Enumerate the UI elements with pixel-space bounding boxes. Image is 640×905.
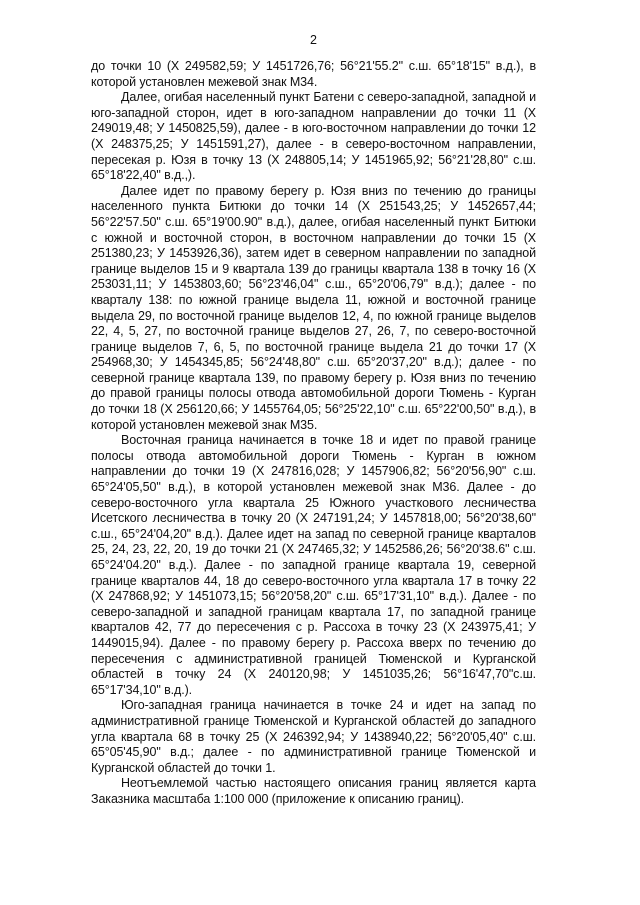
paragraph-eastern-border: Восточная граница начинается в точке 18 и идет по правой границе полосы отвода автомобильной дороги Тюмень - Курган в южном направлении до точки 19 (X 247816,028; У 1457906,82; 56°20'56,90" с.ш. 65°24'05,50" в.д.), в которой установлен межевой знак М36. Далее - до северо-восточного угла квартала 25 Южного участкового лесничества Исетского лесничества в точку 20 (X 247191,24; У 1457818,00; 56°20'38,60" с.ш., 65°24'04,20" в.д.). Далее идет на запад по северной границе кварталов 25, 24, 23, 22, 20, 19 до точки 21 (X 247465,32; У 1452586,26; 56°20'38.6" с.ш. 65°24'04.20" в.д.). Далее - по западной границе квартала 19, северной границе кварталов 44, 18 до северо-восточного угла квартала 17 в точку 22 (X 247868,92; У 1451073,15; 56°20'58,20" с.ш. 65°17'31,10" в.д.). Далее - по северо-западной и западной границам квартала 17, по западной границе кварталов 42, 77 до пересечения с р. Рассоха в точку 23 (X 243975,41; У 1449015,94). Далее - по правому берегу р. Рассоха вверх по течению до пересечения с административной границей Тюменской и Курганской областей в точку 24 (X 240120,98; У 1451035,26; 56°16'47,70"с.ш. 65°17'34,10" в.д.). xyxy=(91,433,536,697)
paragraph-bityuki: Далее идет по правому берегу р. Юзя вниз по течению до границы населенного пункта Битюки до точки 14 (X 251543,25; У 1452657,44; 56°22'57.50" с.ш. 65°19'00.90" в.д.), далее, огибая населенный пункт Битюки с южной и восточной сторон, в восточном направлении до точки 15 (X 251380,23; У 1453926,36), затем идет в северном направлении по западной границе выделов 15 и 9 квартала 139 до границы квартала 138 в точку 16 (X 253031,11; У 1453803,60; 56°23'46,04" с.ш., 65°20'06,79" в.д.); далее - по кварталу 138: по южной границе выдела 11, южной и восточной границе выдела 29, по восточной границе выделов 12, 4, по южной границе выделов 22, 4, 5, 27, по восточной границе выделов 27, 26, 7, по северо-восточной границе выделов 7, 6, 5, по восточной границе выдела 21 до точки 17 (X 254968,30; У 1454345,85; 56°24'48,80" с.ш. 65°20'37,20" в.д.); далее - по северной границе квартала 139, по правому берегу р. Юзя вниз по течению до правой границы полосы отвода автомобильной дороги Тюмень - Курган до точки 18 (X 256120,66; У 1455764,05; 56°25'22,10" с.ш. 65°22'00,50" в.д.), в которой установлен межевой знак М35. xyxy=(91,183,536,432)
document-body xyxy=(91,59,536,808)
paragraph-southwestern-border: Юго-западная граница начинается в точке 24 и идет на запад по административной границе Тюменской и Курганской областей до западного угла квартала 68 в точку 25 (X 246392,94; У 1438940,22; 56°20'05,40" с.ш. 65°05'45,90" в.д.; далее - по административной границе Тюменской и Курганской областей до точки 1. xyxy=(91,698,536,775)
paragraph-bateni: Далее, огибая населенный пункт Батени с северо-западной, западной и юго-западной сторон, идет в юго-западном направлении до точки 11 (X 249019,48; У 1450825,59), далее - в юго-восточном направлении до точки 12 (X 248375,25; У 1451591,27), далее - в северо-восточном направлении, пересекая р. Юзя в точку 13 (X 248805,14; У 1451965,92; 56°21'28,80" с.ш. 65°18'22,40" в.д.,). xyxy=(91,90,536,183)
paragraph-map-reference: Неотъемлемой частью настоящего описания границ является карта Заказника масштаба 1:100 000 (приложение к описанию границ). xyxy=(91,776,536,806)
paragraph-continuation: до точки 10 (X 249582,59; У 1451726,76; 56°21'55.2" с.ш. 65°18'15" в.д.), в которой установлен межевой знак М34. xyxy=(91,59,536,89)
page-number: 2 xyxy=(310,33,317,47)
